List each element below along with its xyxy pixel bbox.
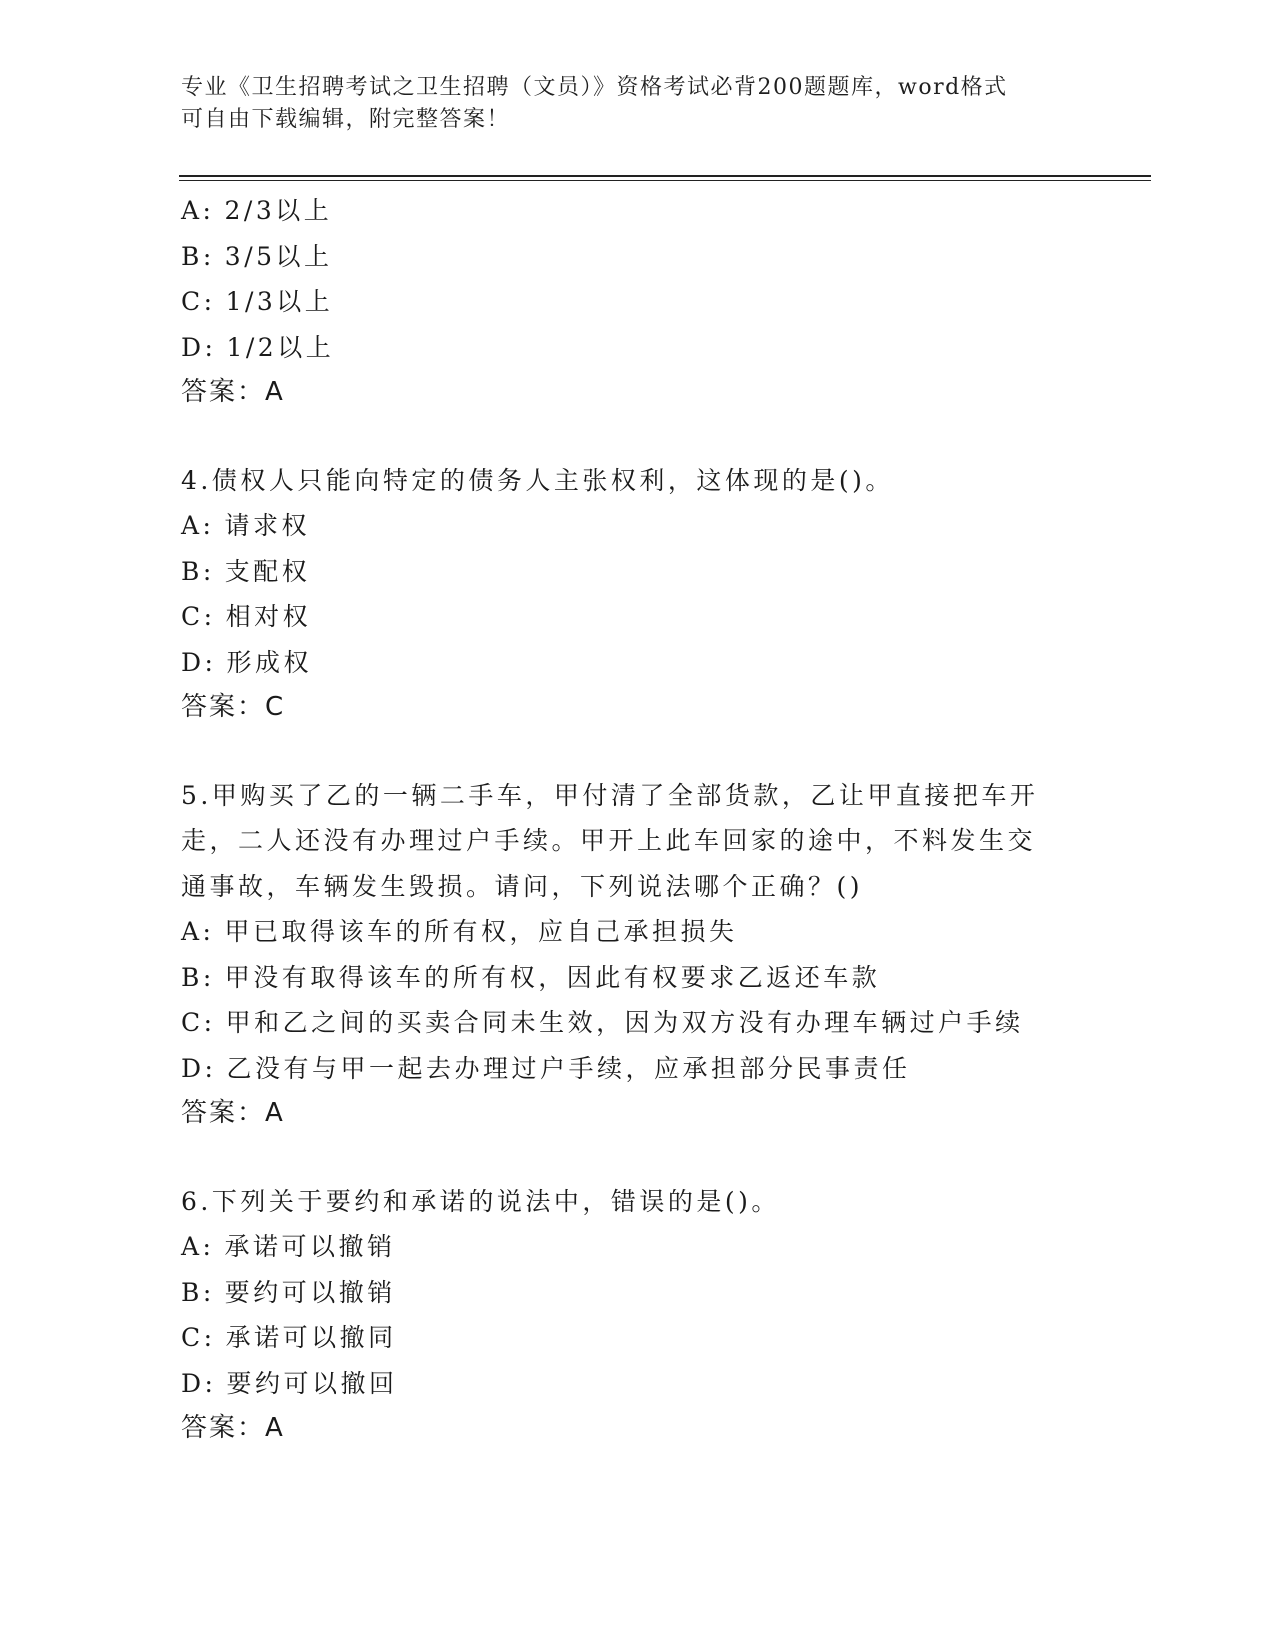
option-b: B: 3/5以上 [181,241,333,271]
answer-line: 答案：C [181,692,286,722]
answer-line: 答案：A [181,1413,285,1443]
option-d: D: 乙没有与甲一起去办理过户手续，应承担部分民事责任 [181,1053,911,1083]
header-divider-thick [179,175,1151,177]
header-title-line-2: 可自由下载编辑，附完整答案！ [181,107,511,132]
question-6 [181,1179,1081,1452]
header-title-line-1: 专业《卫生招聘考试之卫生招聘（文员）》资格考试必背200题题库，word格式 [181,75,1008,100]
option-d: D: 1/2以上 [181,332,335,362]
spacer [181,731,1081,773]
option-a: A: 承诺可以撤销 [181,1232,396,1261]
spacer [181,416,1081,458]
option-b: B: 支配权 [181,556,311,586]
question-stem-line-2: 走，二人还没有办理过户手续。甲开上此车回家的途中，不料发生交 [181,826,1037,855]
question-3 [181,188,1081,416]
question-5 [181,773,1081,1137]
option-c: C: 相对权 [181,602,312,631]
option-c: C: 甲和乙之间的买卖合同未生效，因为双方没有办理车辆过户手续 [181,1008,1024,1037]
header-divider-thin [179,180,1151,181]
option-d: D: 形成权 [181,647,312,677]
question-stem: 6.下列关于要约和承诺的说法中，错误的是()。 [181,1186,780,1216]
option-a: A: 2/3以上 [181,196,333,225]
option-b: B: 甲没有取得该车的所有权，因此有权要求乙返还车款 [181,962,881,992]
question-stem-line-3: 通事故，车辆发生毁损。请问，下列说法哪个正确？() [181,871,864,901]
answer-line: 答案：A [181,377,285,407]
document-header [181,72,1061,136]
answer-line: 答案：A [181,1098,285,1128]
option-a: A: 请求权 [181,511,310,540]
option-c: C: 1/3以上 [181,287,334,316]
question-stem: 4.债权人只能向特定的债务人主张权利，这体现的是()。 [181,465,894,495]
question-4 [181,458,1081,731]
option-c: C: 承诺可以撤同 [181,1323,397,1352]
question-list [181,188,1081,1452]
option-d: D: 要约可以撤回 [181,1368,398,1398]
option-a: A: 甲已取得该车的所有权，应自己承担损失 [181,917,738,946]
spacer [181,1137,1081,1179]
question-stem-line-1: 5.甲购买了乙的一辆二手车，甲付清了全部货款，乙让甲直接把车开 [181,780,1039,810]
option-b: B: 要约可以撤销 [181,1277,396,1307]
